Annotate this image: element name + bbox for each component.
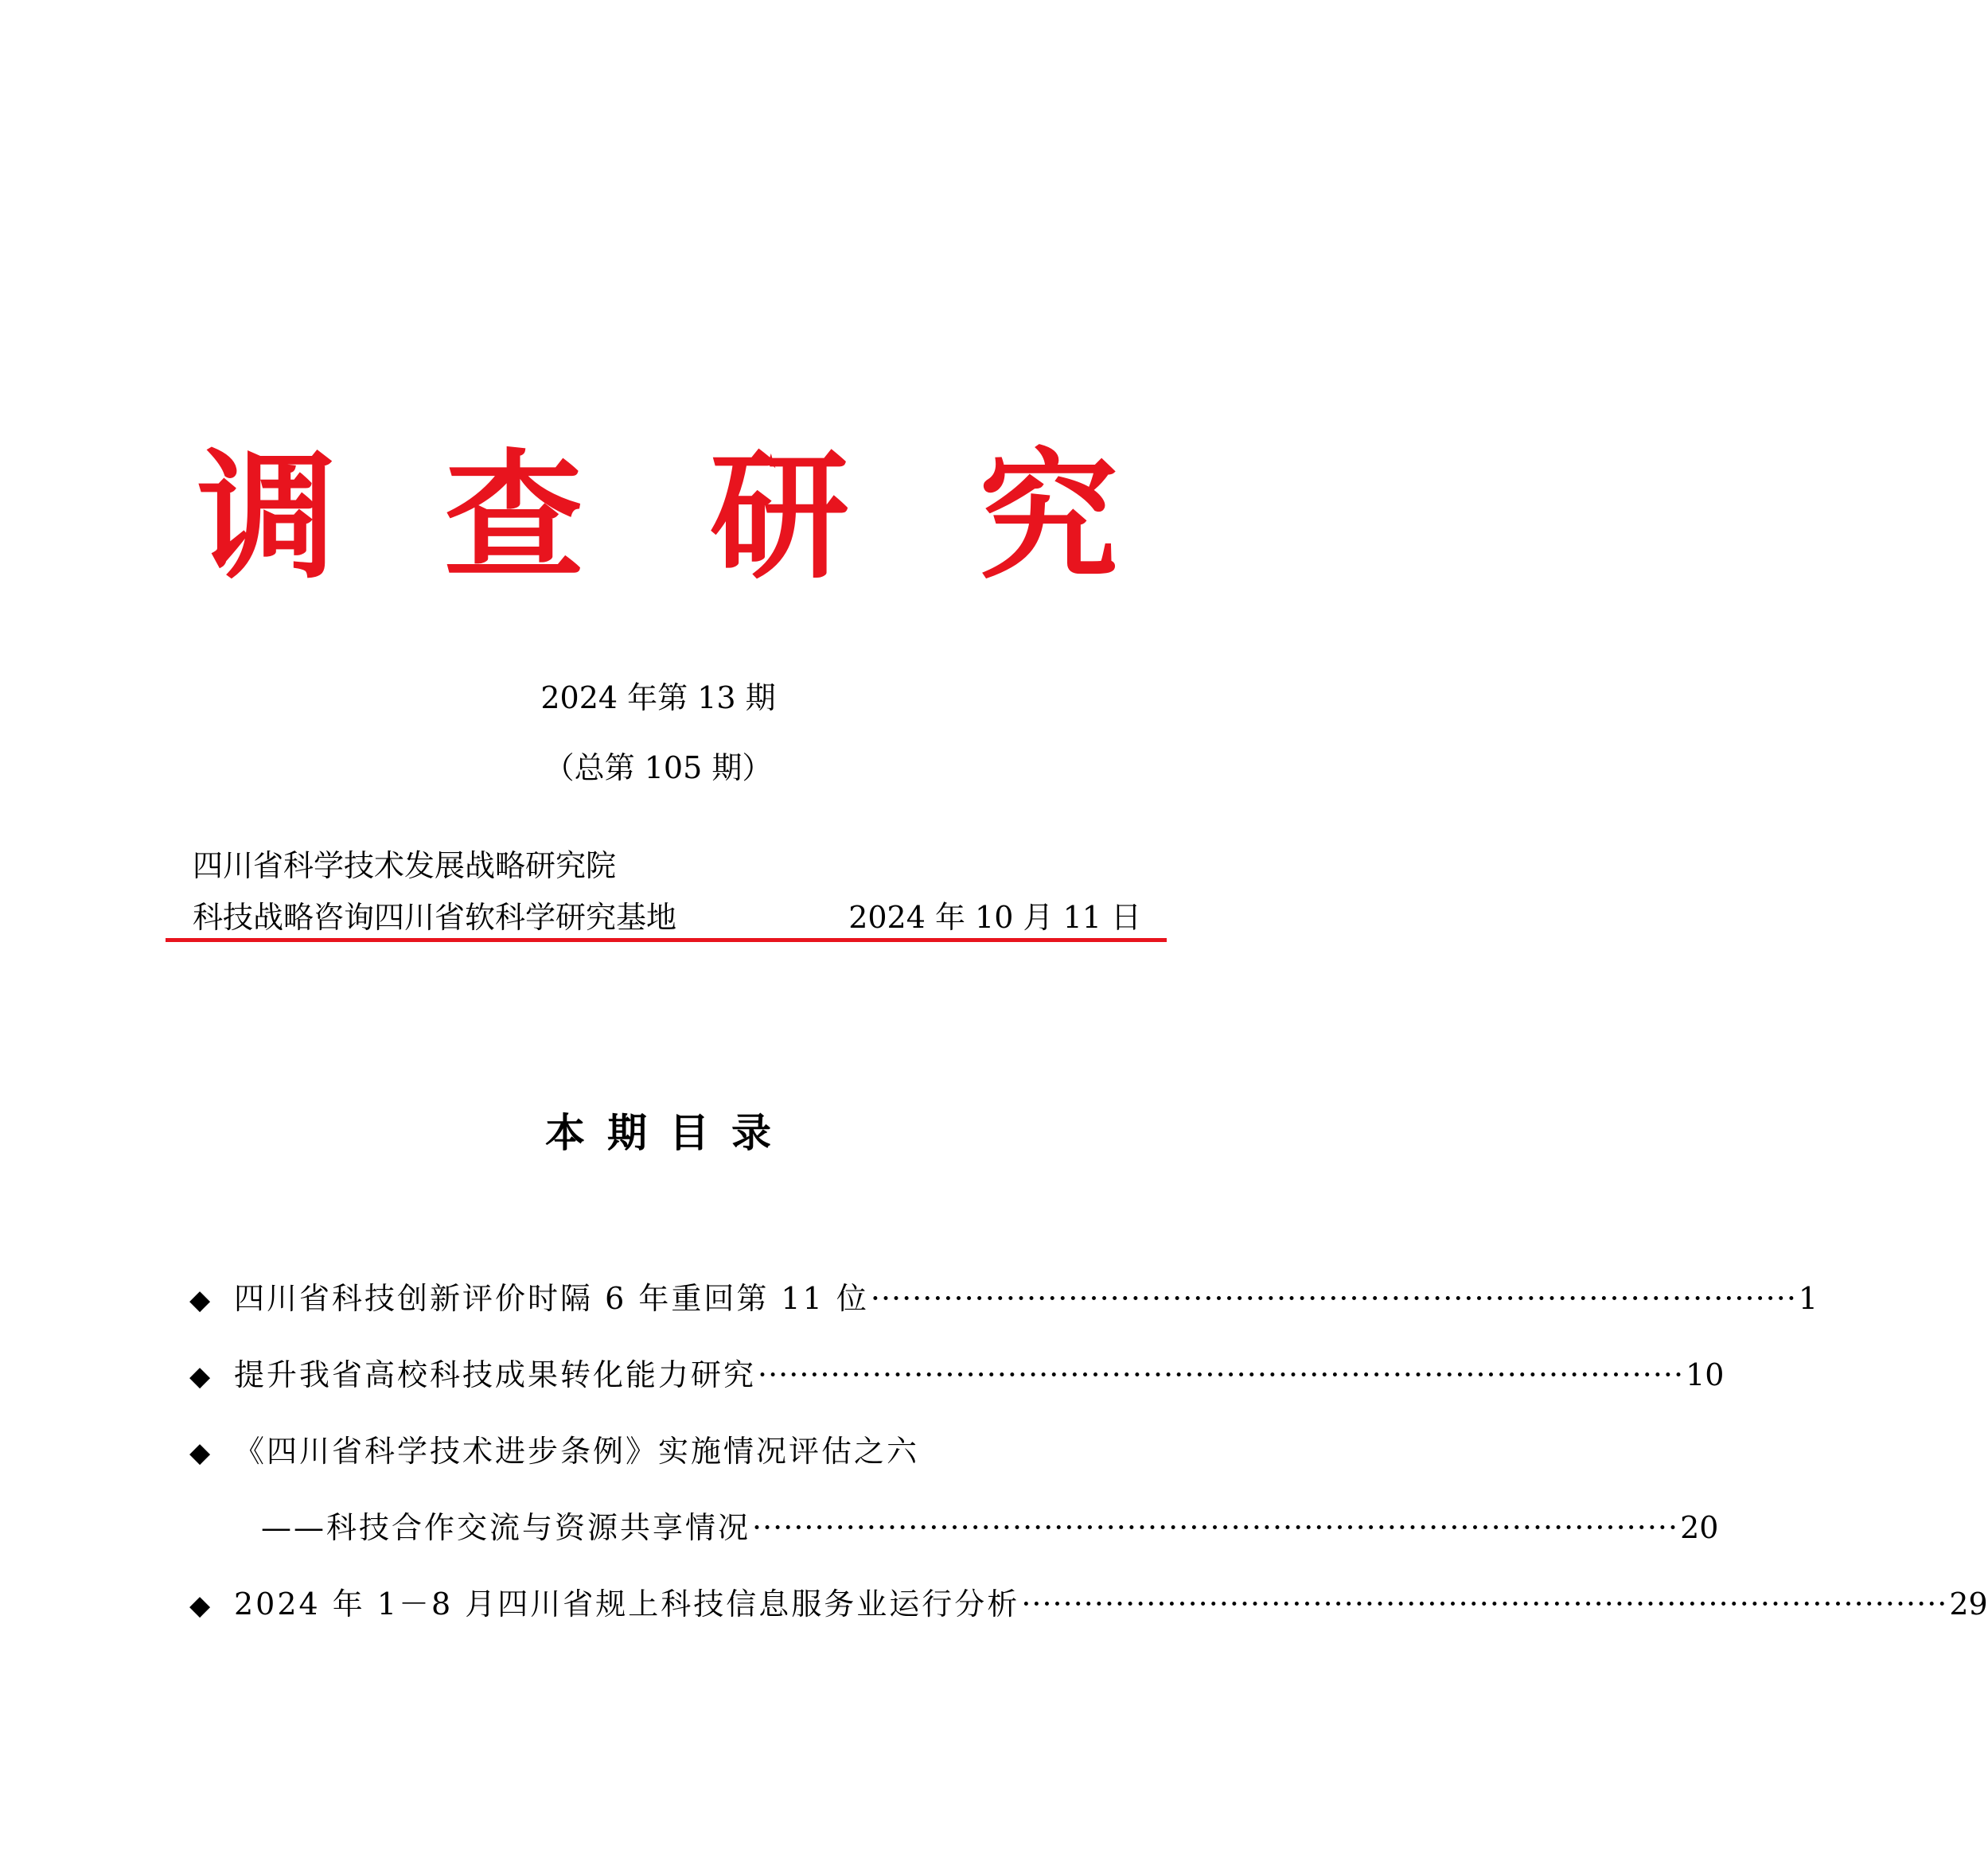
issue-number: 2024 年第 13 期 [540,680,776,715]
toc-item-title: 《四川省科学技术进步条例》实施情况评估之六 [234,1434,920,1469]
masthead-char-2: 查 [444,435,583,598]
diamond-bullet-icon: ◆ [189,1361,211,1392]
toc-dot-leader: ························································································· [758,1357,1685,1392]
diamond-bullet-icon: ◆ [189,1437,211,1469]
toc-item-subtitle[interactable] [261,1505,1719,1550]
toc-item[interactable] [189,1429,1127,1474]
toc-item[interactable] [189,1582,1988,1626]
toc-dot-leader: ························································································· [1021,1587,1948,1622]
toc-dot-leader: ························································································· [870,1281,1797,1316]
toc-item-page: 10 [1686,1357,1725,1392]
publisher-base-name: 科技战略咨询四川省软科学研究基地 [193,900,677,935]
header-red-rule [166,938,1167,942]
masthead-char-1: 调 [197,435,337,598]
diamond-bullet-icon: ◆ [189,1284,211,1316]
toc-item-page: 29 [1949,1587,1988,1622]
issue-total-number: （总第 105 期） [544,750,773,785]
publish-date: 2024 年 10 月 11 日 [848,900,1141,935]
toc-heading: 本期目录 [545,1110,793,1156]
toc-item[interactable] [189,1276,1818,1321]
toc-item-title: 2024 年 1－8 月四川省规上科技信息服务业运行分析 [234,1587,1020,1622]
toc-dot-leader: ························································································· [752,1510,1679,1545]
masthead-title [143,430,1194,613]
toc-item-page: 1 [1798,1281,1818,1316]
toc-item-title: 提升我省高校科技成果转化能力研究 [234,1357,757,1392]
publisher-name: 四川省科学技术发展战略研究院 [193,848,617,883]
toc-item-page: 20 [1680,1510,1719,1545]
masthead-char-3: 研 [710,435,849,598]
masthead-char-4: 究 [979,435,1118,598]
toc-item[interactable] [189,1353,1725,1397]
diamond-bullet-icon: ◆ [189,1590,211,1622]
toc-item-title: 四川省科技创新评价时隔 6 年重回第 11 位 [234,1281,869,1316]
toc-item-title: ——科技合作交流与资源共享情况 [261,1510,751,1545]
